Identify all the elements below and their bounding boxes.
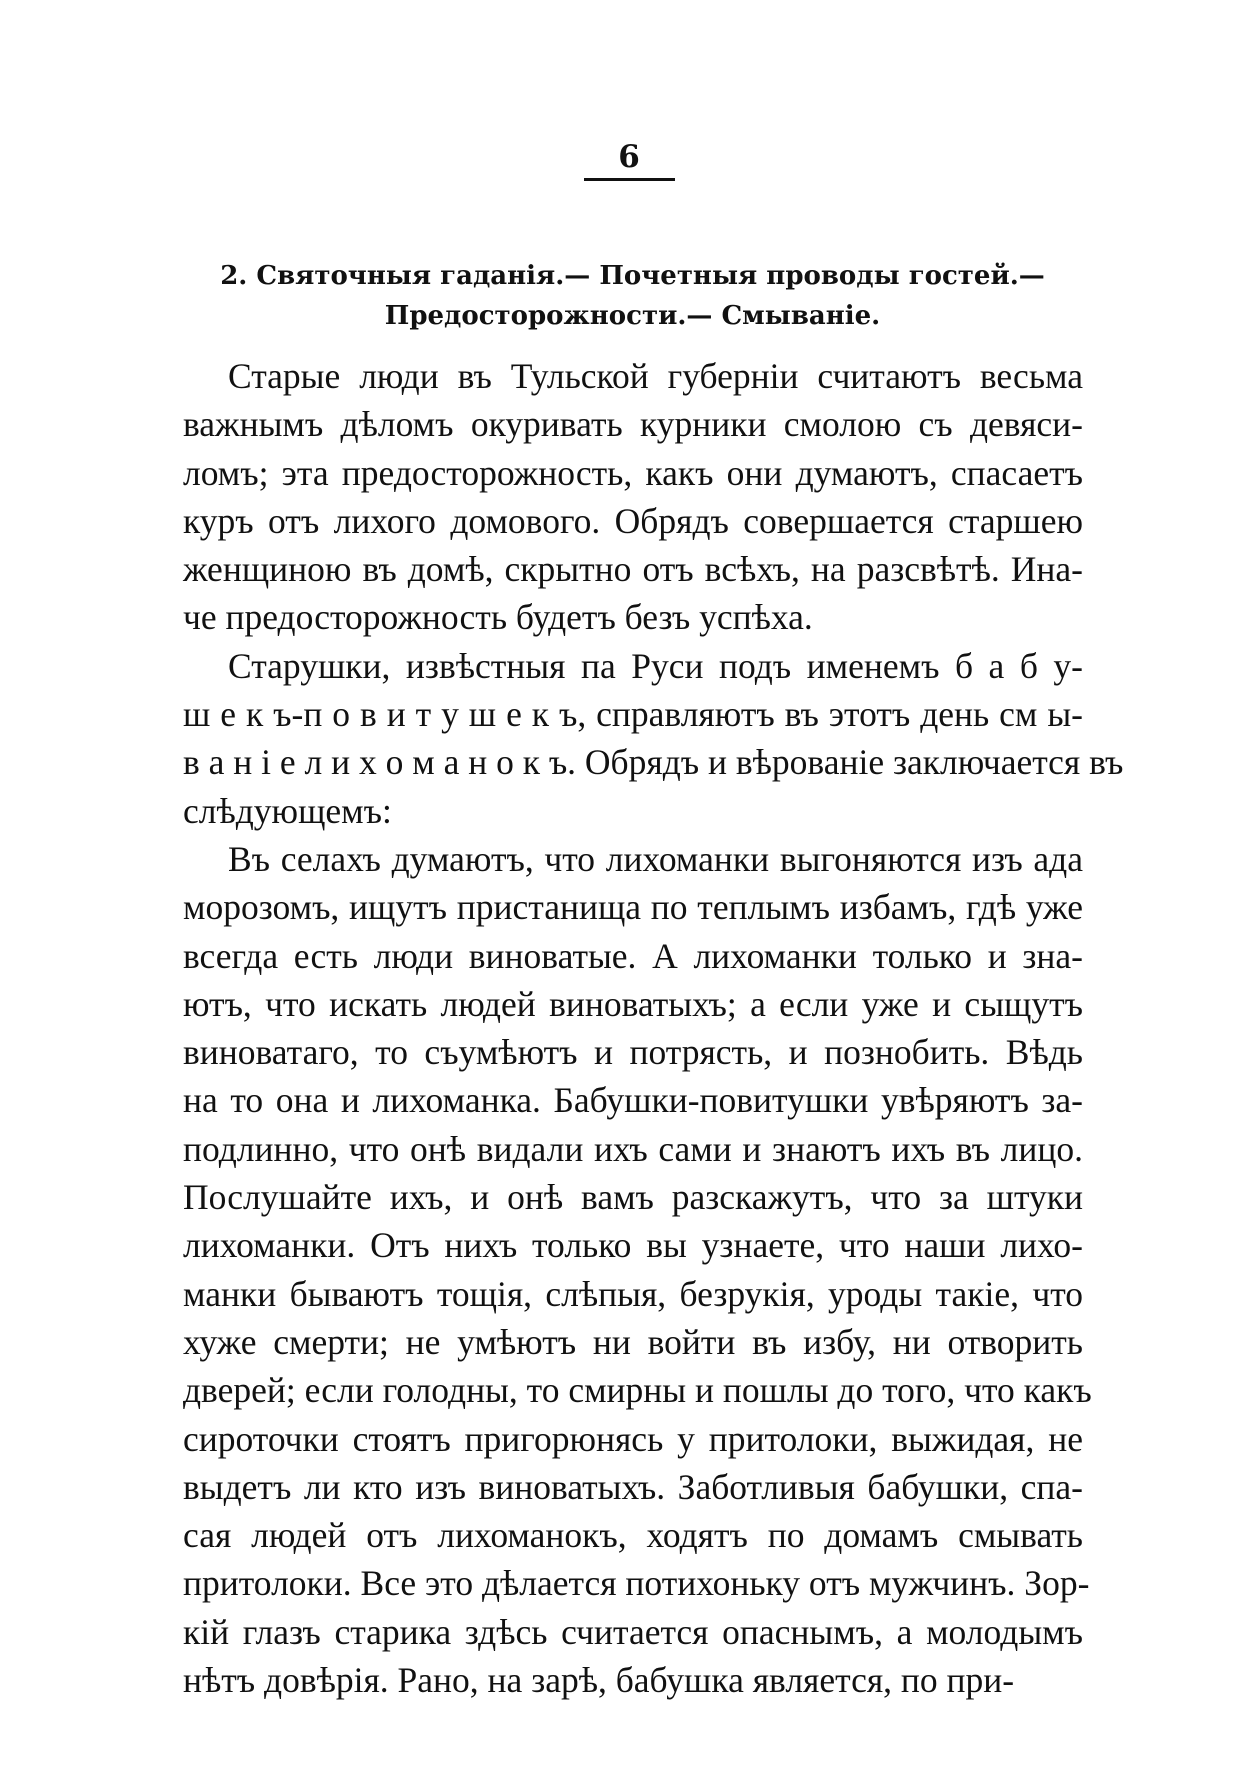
text-line: важнымъ дѣломъ окуривать курники смолою съ девяси-: [183, 404, 1083, 445]
text-line: виноватаго, то съумѣютъ и потрясть, и познобить. Вѣдь: [183, 1032, 1083, 1073]
text-line: Старушки, извѣстныя па Руси подъ именемъ б а б у-: [228, 645, 1083, 686]
text-line: слѣдующемъ:: [183, 790, 392, 831]
body-text: [183, 352, 1124, 1704]
text-line: куръ отъ лихого домового. Обрядъ совершается старшею: [183, 500, 1083, 541]
section-heading: [180, 256, 1085, 336]
text-line: выдетъ ли кто изъ виноватыхъ. Заботливыя бабушки, спа-: [183, 1466, 1083, 1507]
text-line: подлинно, что онѣ видали ихъ сами и знаютъ ихъ въ лицо.: [183, 1128, 1083, 1169]
text-line: притолоки. Все это дѣлается потихоньку отъ мужчинъ. Зор-: [183, 1563, 1090, 1604]
paragraph: [183, 352, 1083, 642]
text-line: морозомъ, ищутъ пристанища по теплымъ избамъ, гдѣ уже: [183, 887, 1083, 928]
paragraph: [183, 835, 1092, 1704]
text-line: манки бываютъ тощія, слѣпыя, безрукія, уроды такіе, что: [183, 1273, 1083, 1314]
text-line: Послушайте ихъ, и онѣ вамъ разскажутъ, что за штуки: [183, 1177, 1083, 1218]
text-line: сая людей отъ лихоманокъ, ходятъ по домамъ смывать: [183, 1515, 1083, 1556]
section-heading-line: 2. Святочныя гаданія.— Почетныя проводы гостей.—: [220, 261, 1045, 291]
text-line: нѣтъ довѣрія. Рано, на зарѣ, бабушка является, по при-: [183, 1660, 1015, 1701]
page-number-container: [0, 138, 1259, 181]
text-line: на то она и лихоманка. Бабушки-повитушки увѣряютъ за-: [183, 1080, 1083, 1121]
page-number: 6: [584, 138, 675, 181]
text-line: всегда есть люди виноватые. А лихоманки только и зна-: [183, 935, 1083, 976]
text-line: ютъ, что искать людей виноватыхъ; а если уже и сыщутъ: [183, 983, 1083, 1024]
text-line: женщиною въ домѣ, скрытно отъ всѣхъ, на разсвѣтѣ. Ина-: [183, 549, 1083, 590]
text-line: Въ селахъ думаютъ, что лихоманки выгоняются изъ ада: [228, 838, 1083, 879]
text-line: ш е к ъ-п о в и т у ш е к ъ, справляютъ въ этотъ день см ы-: [183, 694, 1083, 735]
text-line: сироточки стоятъ пригорюнясь у притолоки, выжидая, не: [183, 1418, 1083, 1459]
text-line: Старые люди въ Тульской губерніи считаютъ весьма: [228, 356, 1083, 396]
text-line: лихоманки. Отъ нихъ только вы узнаете, что наши лихо-: [183, 1225, 1083, 1266]
text-line: кій глазъ старика здѣсь считается опаснымъ, а молодымъ: [183, 1611, 1083, 1652]
section-heading-line: Предосторожности.— Смываніе.: [384, 301, 881, 331]
text-line: хуже смерти; не умѣютъ ни войти въ избу, ни отворить: [183, 1321, 1083, 1362]
text-line: дверей; если голодны, то смирны и пошлы до того, что какъ: [183, 1370, 1092, 1411]
text-line: ломъ; эта предосторожность, какъ они думаютъ, спасаетъ: [183, 452, 1083, 493]
text-line: че предосторожность будетъ безъ успѣха.: [183, 597, 813, 638]
text-line: в а н і е л и х о м а н о к ъ. Обрядъ и вѣрованіе заключается въ: [183, 742, 1124, 783]
paragraph: [183, 642, 1124, 835]
